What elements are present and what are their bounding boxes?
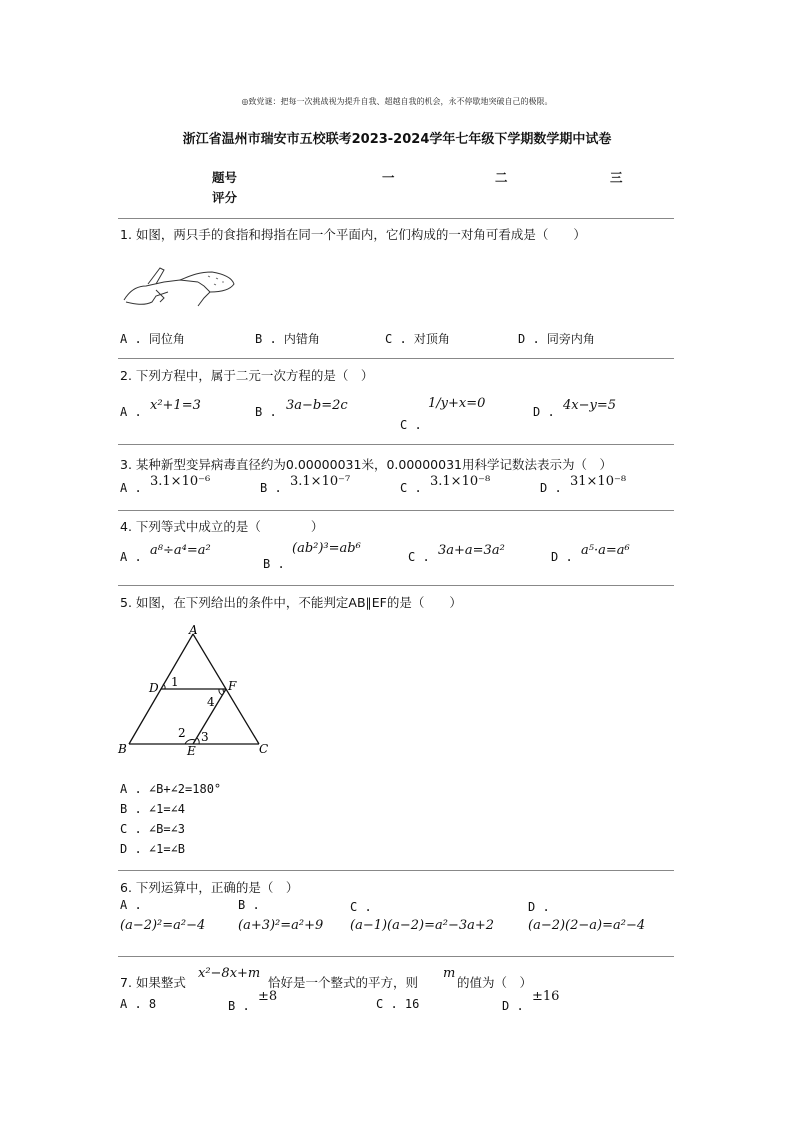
triangle-figure xyxy=(115,622,280,760)
q4-option-c-math: 3a+a=3a² xyxy=(438,543,505,558)
motto: ◎致党谜：把每一次挑战视为提升自我、超越自我的机会，永不停歇地突破自己的极限。 xyxy=(241,97,553,106)
q4-option-b-math: (ab²)³=ab⁶ xyxy=(292,541,361,556)
q6-option-d-math: (a−2)(2−a)=a²−4 xyxy=(528,918,646,933)
divider xyxy=(118,358,674,359)
q7-option-d-label: D . xyxy=(502,999,524,1013)
score-table-col-3: 三 xyxy=(610,170,623,185)
question-4-stem: 4. 下列等式中成立的是（ ） xyxy=(120,519,324,534)
q1-option-b: B . 内错角 xyxy=(255,332,320,346)
q4-option-d-math: a⁵·a=a⁶ xyxy=(581,543,630,558)
q2-option-a-label: A . xyxy=(120,405,142,419)
q3-option-b-math: 3.1×10⁻⁷ xyxy=(290,474,351,489)
angle-2-label: 2 xyxy=(178,726,186,740)
divider xyxy=(118,870,674,871)
q6-option-d-label: D . xyxy=(528,900,550,914)
angle-3-label: 3 xyxy=(201,730,209,744)
question-5-stem: 5. 如图，在下列给出的条件中，不能判定AB∥EF的是（ ） xyxy=(120,595,462,610)
q3-option-c-label: C . xyxy=(400,481,422,495)
q2-option-c-math: 1/y+x=0 xyxy=(428,396,486,411)
vertex-a: A xyxy=(189,623,198,637)
q7-option-d-math: ±16 xyxy=(532,989,560,1004)
q3-option-d-label: D . xyxy=(540,481,562,495)
q1-option-d: D . 同旁内角 xyxy=(518,332,595,346)
q2-option-b-math: 3a−b=2c xyxy=(286,398,348,413)
q5-option-c: C . ∠B=∠3 xyxy=(120,822,186,836)
vertex-f: F xyxy=(228,679,237,693)
q6-option-c-label: C . xyxy=(350,900,372,914)
score-table-col-2: 二 xyxy=(495,170,508,185)
vertex-b: B xyxy=(118,742,127,756)
divider xyxy=(118,956,674,957)
q1-option-a: A . 同位角 xyxy=(120,332,185,346)
q3-option-a-math: 3.1×10⁻⁶ xyxy=(150,474,211,489)
q2-option-d-math: 4x−y=5 xyxy=(563,398,617,413)
question-7-variable: m xyxy=(443,966,456,981)
angle-1-label: 1 xyxy=(171,675,179,689)
q7-option-c: C . 16 xyxy=(376,997,420,1011)
vertex-c: C xyxy=(259,742,269,756)
question-7-stem-suffix: 的值为（ ） xyxy=(457,975,533,990)
question-7-expression: x²−8x+m xyxy=(198,966,261,981)
question-2-stem: 2. 下列方程中，属于二元一次方程的是（ ） xyxy=(120,368,374,383)
question-1-stem: 1. 如图，两只手的食指和拇指在同一个平面内，它们构成的一对角可看成是（ ） xyxy=(120,227,586,242)
question-6-stem: 6. 下列运算中，正确的是（ ） xyxy=(120,880,299,895)
divider xyxy=(118,585,674,586)
q3-option-a-label: A . xyxy=(120,481,142,495)
q4-option-a-math: a⁸÷a⁴=a² xyxy=(150,543,211,558)
q4-option-a-label: A . xyxy=(120,550,142,564)
divider xyxy=(118,510,674,511)
q6-option-b-math: (a+3)²=a²+9 xyxy=(238,918,324,933)
q6-option-a-math: (a−2)²=a²−4 xyxy=(120,918,206,933)
q4-option-c-label: C . xyxy=(408,550,430,564)
score-table-col-1: 一 xyxy=(382,170,395,185)
divider xyxy=(118,218,674,219)
hands-figure xyxy=(120,262,238,310)
page-title: 浙江省温州市瑞安市五校联考2023-2024学年七年级下学期数学期中试卷 xyxy=(182,132,612,147)
question-7-stem-prefix: 7. 如果整式 xyxy=(120,975,186,990)
q3-option-d-math: 31×10⁻⁸ xyxy=(570,474,627,489)
question-3-stem: 3. 某种新型变异病毒直径约为0.00000031米，0.00000031用科学记数法表示为（ ） xyxy=(120,457,612,472)
q5-option-b: B . ∠1=∠4 xyxy=(120,802,186,816)
angle-4-label: 4 xyxy=(207,695,215,709)
score-table-row-label-2: 评分 xyxy=(212,190,238,205)
vertex-e: E xyxy=(187,744,196,758)
q7-option-b-label: B . xyxy=(228,999,250,1013)
question-7-stem-middle: 恰好是一个整式的平方，则 xyxy=(268,975,419,990)
vertex-d: D xyxy=(149,681,159,695)
q6-option-b-label: B . xyxy=(238,898,260,912)
q3-option-c-math: 3.1×10⁻⁸ xyxy=(430,474,491,489)
score-table-row-label-1: 题号 xyxy=(212,170,238,185)
q7-option-a: A . 8 xyxy=(120,997,157,1011)
q6-option-c-math: (a−1)(a−2)=a²−3a+2 xyxy=(350,918,495,933)
q6-option-a-label: A . xyxy=(120,898,142,912)
q1-option-c: C . 对顶角 xyxy=(385,332,450,346)
q2-option-c-label: C . xyxy=(400,418,422,432)
q2-option-a-math: x²+1=3 xyxy=(150,398,201,413)
q5-option-a: A . ∠B+∠2=180° xyxy=(120,782,222,796)
q5-option-d: D . ∠1=∠B xyxy=(120,842,186,856)
divider xyxy=(118,444,674,445)
q3-option-b-label: B . xyxy=(260,481,282,495)
q4-option-b-label: B . xyxy=(263,557,285,571)
q4-option-d-label: D . xyxy=(551,550,573,564)
q7-option-b-math: ±8 xyxy=(258,989,278,1004)
q2-option-b-label: B . xyxy=(255,405,277,419)
q2-option-d-label: D . xyxy=(533,405,555,419)
